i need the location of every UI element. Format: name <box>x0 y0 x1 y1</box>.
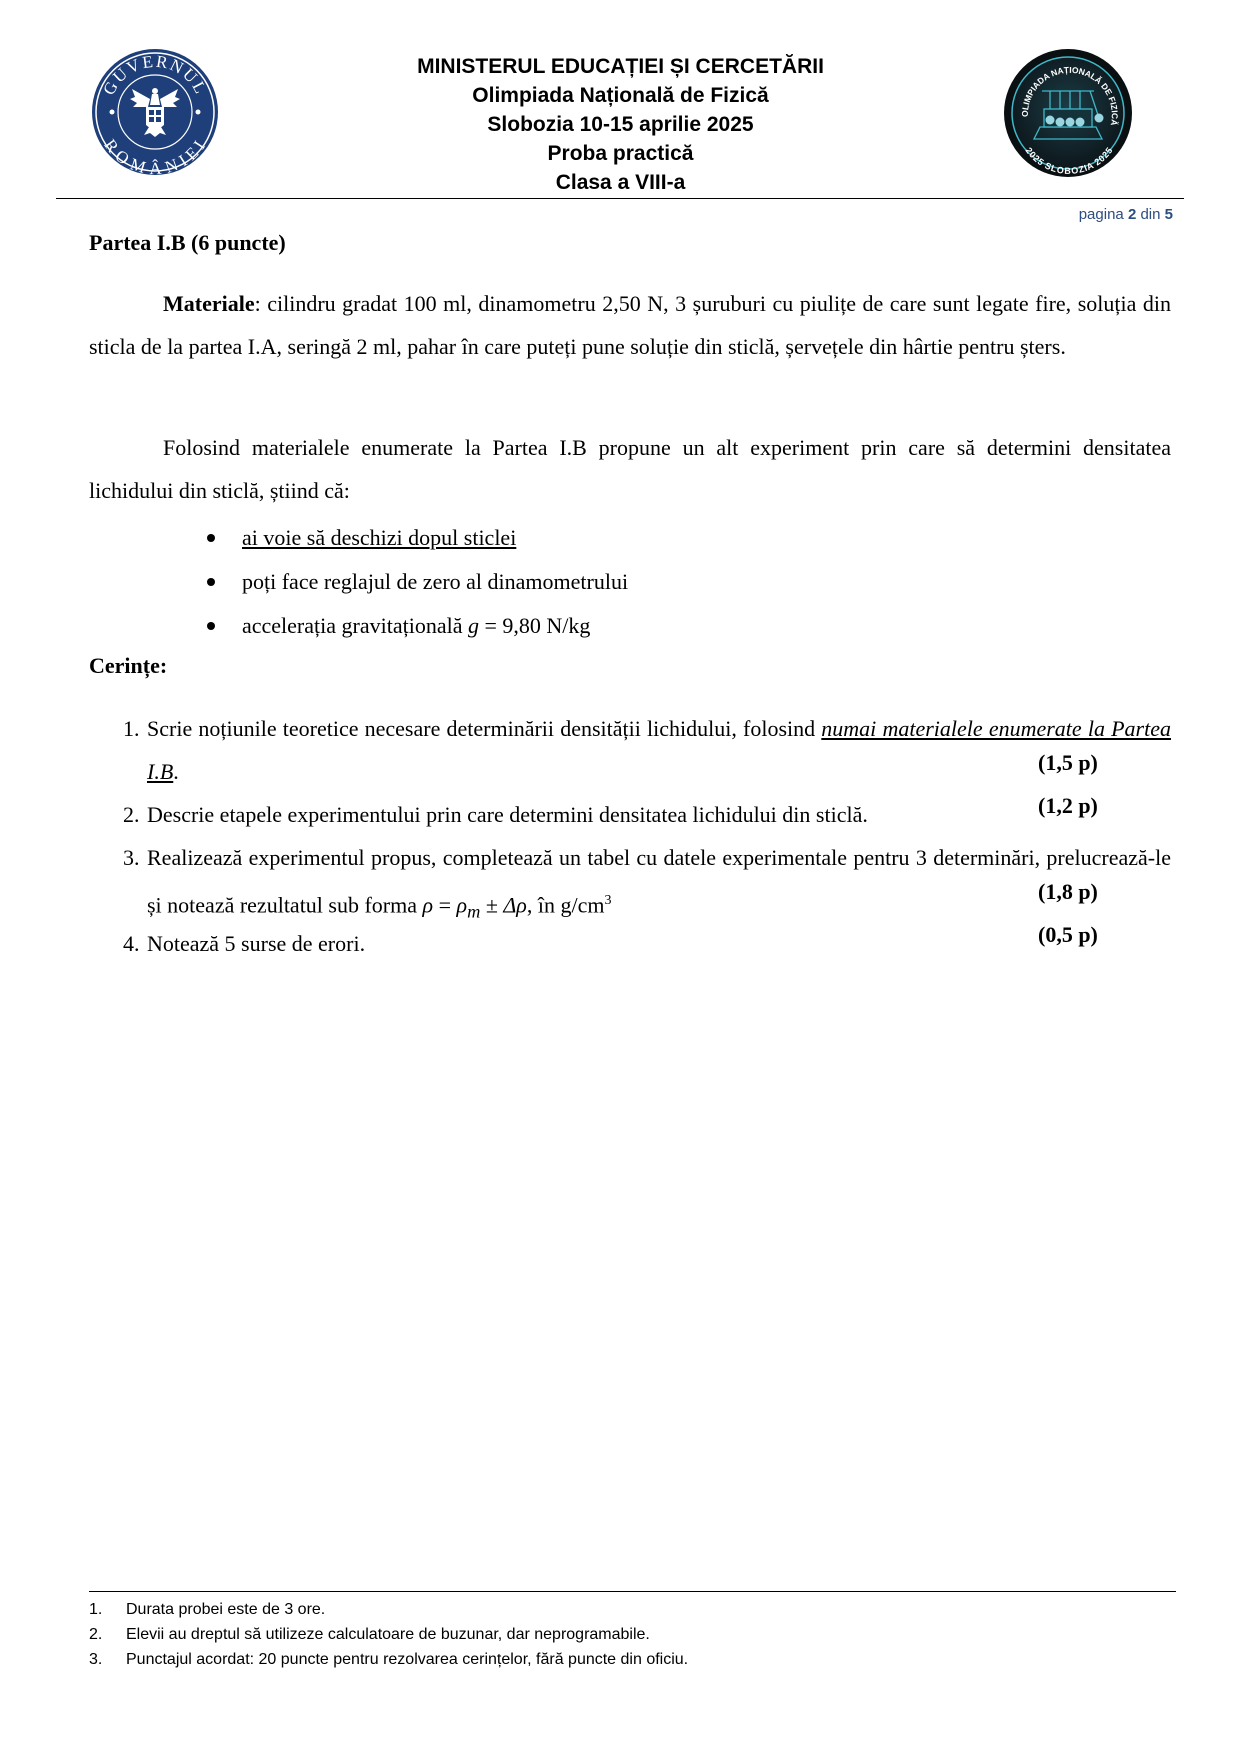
svg-text:OLIMPIADA NAȚIONALĂ DE FIZICĂ: OLIMPIADA NAȚIONALĂ DE FIZICĂ <box>1019 64 1120 127</box>
requirement-item: 1. Scrie noțiunile teoretice necesare determinării densității lichidului, folosind numai materialele enumerate la Partea I.B. <box>123 716 1172 784</box>
requirement-item: 3. Realizează experimentul propus, completează un tabel cu datele experimentale pentru 3 determinări, prelucrează-le și notează rezultatul sub forma $\rho = \rho_m \pm \Delta\rho$, în $g/cm^3$ <box>123 845 1171 922</box>
page-number: pagina 2 din 5 <box>1078 206 1173 223</box>
requirement-item: 2. Descrie etapele experimentului prin care determini densitatea lichidului din sticlă. <box>123 802 868 827</box>
points-label: (1,8 p) <box>1038 879 1098 904</box>
bullet-icon <box>207 534 215 542</box>
location-dates: Slobozia 10-15 aprilie 2025 <box>487 113 754 136</box>
svg-text:ROMÂNIEI: ROMÂNIEI <box>100 135 210 177</box>
footnotes <box>89 1597 688 1672</box>
olympiad-badge-logo <box>1002 47 1134 179</box>
intro-paragraph: Folosind materialele enumerate la Partea I.B propune un alt experiment prin care să determini densitatea lichidului din sticlă, știind că: <box>89 435 1171 503</box>
ministry-title: MINISTERUL EDUCAȚIEI ȘI CERCETĂRII <box>417 55 824 78</box>
requirements-heading: Cerințe: <box>89 653 168 678</box>
test-type: Proba practică <box>547 142 694 165</box>
footer-divider <box>89 1591 1176 1592</box>
list-item: poți face reglajul de zero al dinamometrului <box>205 560 628 604</box>
class-level: Clasa a VIII-a <box>555 171 686 194</box>
footnote-item: 2. Elevii au dreptul să utilizeze calculatoare de buzunar, dar neprogramabile. <box>89 1626 650 1643</box>
header-divider <box>56 198 1184 199</box>
points-label: (0,5 p) <box>1038 922 1098 947</box>
materials-paragraph <box>89 282 1171 368</box>
svg-text:2025 SLOBOZIA 2025: 2025 SLOBOZIA 2025 <box>1023 145 1115 176</box>
footnote-item: 3. Punctajul acordat: 20 puncte pentru rezolvarea cerințelor, fără puncte din oficiu. <box>89 1651 689 1668</box>
materials-label: Materiale <box>163 291 255 316</box>
materials-text: : cilindru gradat 100 ml, dinamometru 2,50 N, 3 șuruburi cu piulițe de care sunt legate fire, soluția din sticla de la partea I.A, seringă 2 ml, pahar în care puteți pune soluție din sticlă, șervețele din hârtie pentru șters. <box>89 291 1171 359</box>
olympiad-title: Olimpiada Națională de Fizică <box>472 84 769 107</box>
list-item: ai voie să deschizi dopul sticlei <box>205 516 628 560</box>
emphasized-text: numai materialele enumerate la Partea I.B <box>147 716 1172 784</box>
footnote-item: 1. Durata probei este de 3 ore. <box>89 1601 326 1618</box>
svg-text:GUVERNUL: GUVERNUL <box>99 51 211 99</box>
section-title: Partea I.B (6 puncte) <box>89 230 286 255</box>
requirement-item: 4. Notează 5 surse de erori. <box>123 931 366 956</box>
conditions-list <box>205 516 628 648</box>
bullet-icon <box>207 578 215 586</box>
points-label: (1,2 p) <box>1038 793 1098 818</box>
bullet-icon <box>207 622 215 630</box>
list-item: accelerația gravitațională g = 9,80 N/kg <box>205 604 628 648</box>
points-label: (1,5 p) <box>1038 750 1098 775</box>
